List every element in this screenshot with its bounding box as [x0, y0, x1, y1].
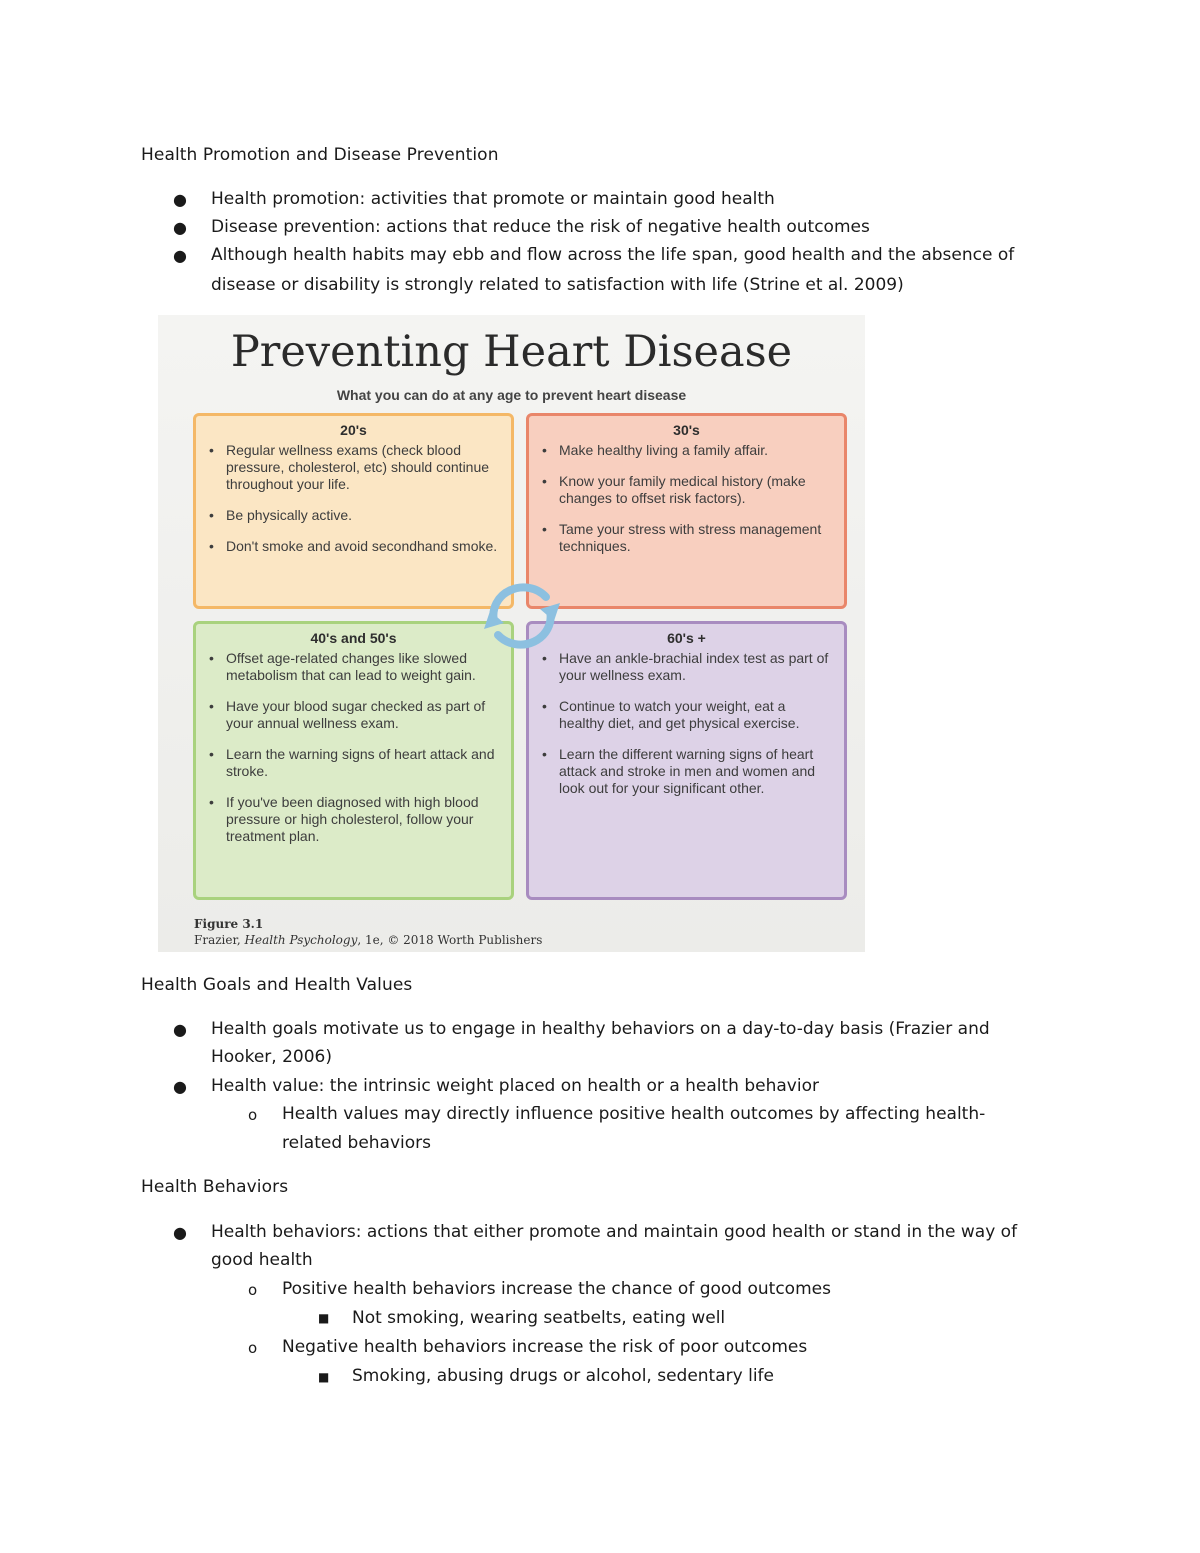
caption-author: Frazier, [194, 933, 245, 947]
figure-subtitle: What you can do at any age to prevent heart disease [336, 387, 687, 403]
sub-bullet-item: Positive health behaviors increase the chance of good outcomes [282, 1279, 831, 1299]
bullet-item: Health behaviors: actions that either promote and maintain good health or stand in the way of [211, 1222, 1018, 1242]
sub-bullet-item-continuation: related behaviors [282, 1133, 432, 1153]
quadrant-title: 60's + [667, 630, 706, 646]
bullet-item: Health value: the intrinsic weight placed on health or a health behavior [211, 1076, 819, 1096]
quadrant-30s [526, 413, 847, 609]
bullet-item-continuation: Hooker, 2006) [211, 1047, 332, 1067]
bullet-marker: ● [173, 1020, 187, 1039]
preventing-heart-disease-figure [158, 315, 865, 952]
section-heading-health-promotion: Health Promotion and Disease Prevention [141, 145, 499, 165]
figure-caption [194, 916, 542, 948]
bullet-marker: ● [173, 190, 187, 209]
caption-book-title: Health Psychology [244, 933, 358, 947]
quadrant-title: 30's [673, 422, 700, 438]
sub-sub-bullet-item: Not smoking, wearing seatbelts, eating well [352, 1308, 726, 1328]
quadrant-item: • Learn the warning signs of heart attack and stroke. [196, 746, 511, 780]
caption-publisher: , 1e, © 2018 Worth Publishers [357, 933, 543, 947]
section-heading-health-behaviors: Health Behaviors [141, 1177, 289, 1197]
quadrant-title: 20's [340, 422, 367, 438]
quadrant-item: • Offset age-related changes like slowed metabolism that can lead to weight gain. [196, 650, 511, 684]
bullet-item: Health goals motivate us to engage in healthy behaviors on a day-to-day basis (Frazier and [211, 1019, 990, 1039]
quadrant-item: • Tame your stress with stress management techniques. [529, 521, 844, 555]
quadrant-item: • Regular wellness exams (check blood pressure, cholesterol, etc) should continue throughout your life. [196, 442, 511, 493]
sub-bullet-item: Health values may directly influence positive health outcomes by affecting health- [282, 1104, 986, 1124]
bullet-item: Disease prevention: actions that reduce the risk of negative health outcomes [211, 217, 870, 237]
quadrant-20s [193, 413, 514, 609]
quadrant-40s-50s [193, 621, 514, 900]
bullet-item: Health promotion: activities that promote or maintain good health [211, 189, 775, 209]
quadrant-item: • Make healthy living a family affair. [529, 442, 844, 459]
sub-sub-bullet-item: Smoking, abusing drugs or alcohol, sedentary life [352, 1366, 774, 1386]
section-heading-health-goals: Health Goals and Health Values [141, 975, 413, 995]
sub-bullet-marker: o [248, 1339, 258, 1357]
quadrant-item: • Learn the different warning signs of heart attack and stroke in men and women and look out for your significant other. [529, 746, 844, 797]
quadrant-item: • Have your blood sugar checked as part of your annual wellness exam. [196, 698, 511, 732]
bullet-item: Although health habits may ebb and flow across the life span, good health and the absence of [211, 245, 1015, 265]
quadrant-item: • Know your family medical history (make changes to offset risk factors). [529, 473, 844, 507]
figure-source [194, 932, 542, 948]
figure-label: Figure 3.1 [194, 917, 264, 931]
bullet-item-continuation: disease or disability is strongly related to satisfaction with life (Strine et al. 2009) [211, 275, 904, 295]
sub-bullet-item: Negative health behaviors increase the risk of poor outcomes [282, 1337, 808, 1357]
quadrant-60s-plus [526, 621, 847, 900]
bullet-marker: ● [173, 218, 187, 237]
quadrant-item: • Don't smoke and avoid secondhand smoke. [196, 538, 511, 555]
cycle-arrows-icon [476, 577, 568, 655]
sub-bullet-marker: o [248, 1281, 258, 1299]
sub-sub-bullet-marker: ■ [318, 1370, 330, 1384]
bullet-marker: ● [173, 1077, 187, 1096]
sub-bullet-marker: o [248, 1106, 258, 1124]
quadrant-item: • If you've been diagnosed with high blood pressure or high cholesterol, follow your treatment plan. [196, 794, 511, 845]
quadrant-title: 40's and 50's [310, 630, 397, 646]
bullet-item-continuation: good health [211, 1250, 313, 1270]
bullet-marker: ● [173, 1223, 187, 1242]
bullet-marker: ● [173, 246, 187, 265]
figure-title: Preventing Heart Disease [230, 327, 793, 377]
sub-sub-bullet-marker: ■ [318, 1311, 330, 1325]
quadrant-item: • Be physically active. [196, 507, 511, 524]
quadrant-item: • Continue to watch your weight, eat a healthy diet, and get physical exercise. [529, 698, 844, 732]
quadrant-item: • Have an ankle-brachial index test as part of your wellness exam. [529, 650, 844, 684]
